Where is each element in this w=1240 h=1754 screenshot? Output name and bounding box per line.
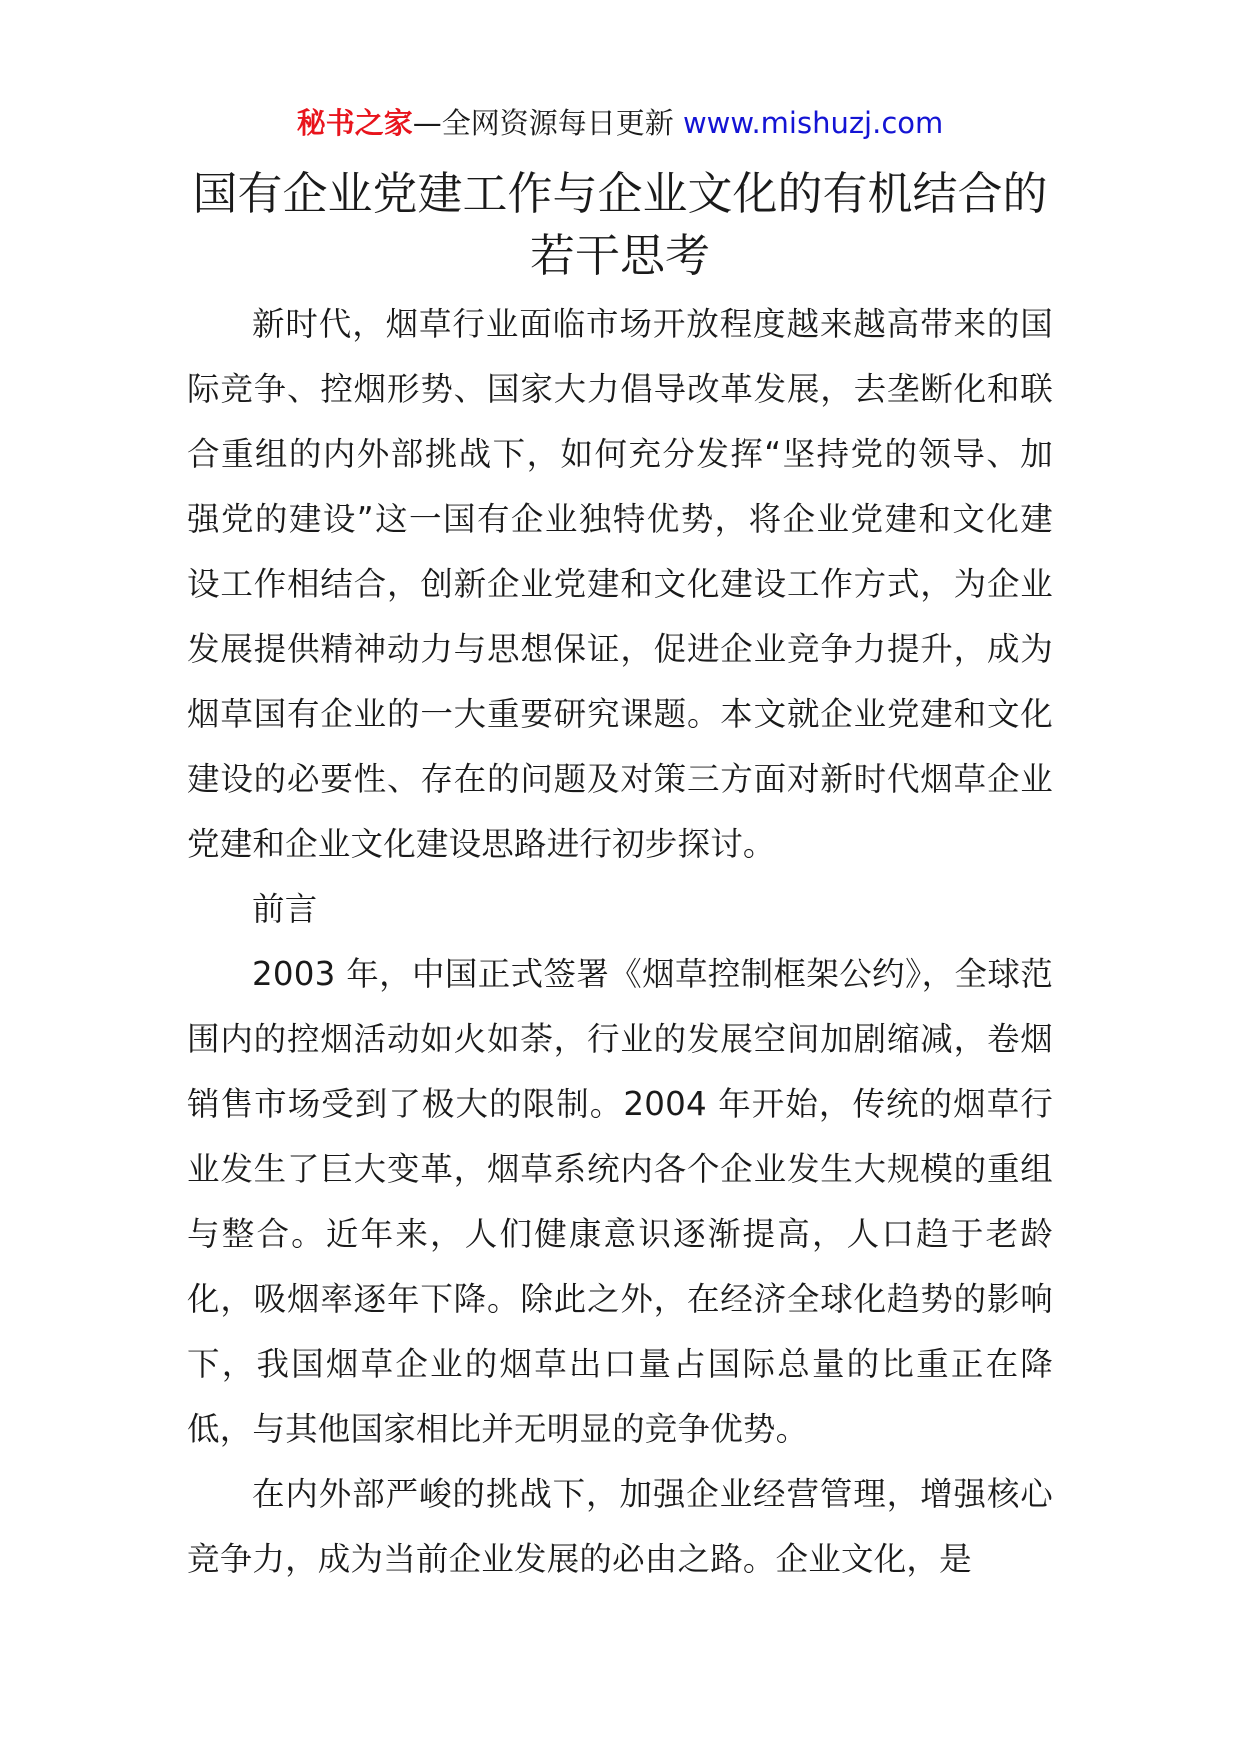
site-url-link[interactable]: www.mishuzj.com [682,106,944,140]
paragraph-background: 2003 年，中国正式签署《烟草控制框架公约》，全球范围内的控烟活动如火如荼，行业的发展空间加剧缩减，卷烟销售市场受到了极大的限制。2004 年开始，传统的烟草行业发生了巨大变革，烟草系统内各个企业发生大规模的重组与整合。近年来，人们健康意识逐渐提高，人口趋于老龄化，吸烟率逐年下降。除此之外，在经济全球化趋势的影响下，我国烟草企业的烟草出口量占国际总量的比重正在降低，与其他国家相比并无明显的竞争优势。 [187,955,1053,1448]
site-header [0,103,1240,143]
document-title: 国有企业党建工作与企业文化的有机结合的若干思考 [192,167,1048,282]
site-slogan: —全网资源每日更新 [412,106,674,140]
section-heading-preface: 前言 [252,890,318,928]
paragraph-challenges: 在内外部严峻的挑战下，加强企业经营管理，增强核心竞争力，成为当前企业发展的必由之路。企业文化，是 [187,1475,1053,1578]
site-name: 秘书之家 [296,106,413,140]
document-body [187,292,1053,1592]
paragraph-intro: 新时代，烟草行业面临市场开放程度越来越高带来的国际竞争、控烟形势、国家大力倡导改革发展，去垄断化和联合重组的内外部挑战下，如何充分发挥“坚持党的领导、加强党的建设”这一国有企业独特优势，将企业党建和文化建设工作相结合，创新企业党建和文化建设工作方式，为企业发展提供精神动力与思想保证，促进企业竞争力提升，成为烟草国有企业的一大重要研究课题。本文就企业党建和文化建设的必要性、存在的问题及对策三方面对新时代烟草企业党建和企业文化建设思路进行初步探讨。 [187,305,1053,863]
